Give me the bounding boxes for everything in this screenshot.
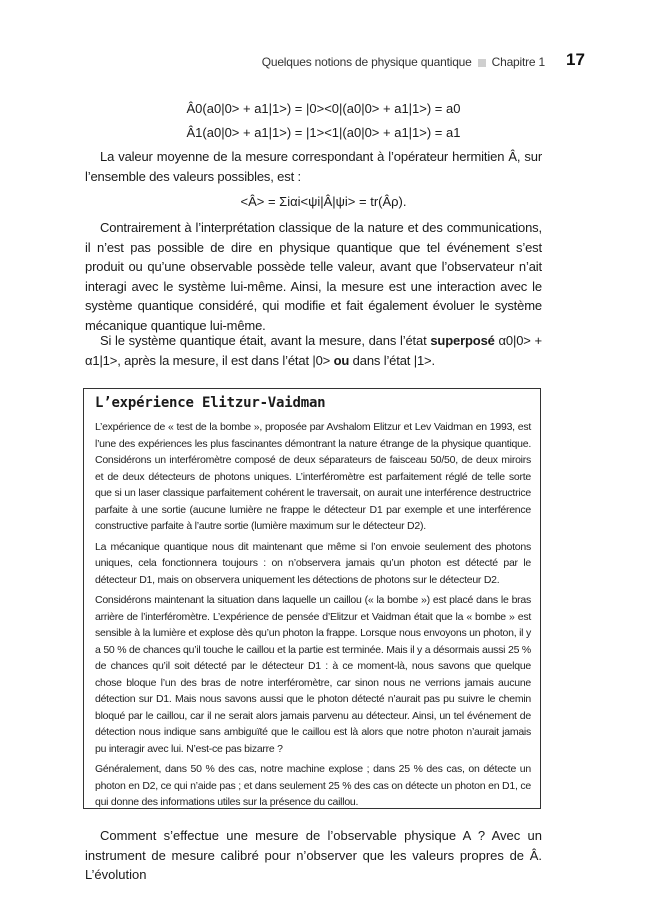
paragraph-2: Contrairement à l’interprétation classique de la nature et des communications, il n’est pas possible de dire en physique quantique que tel événement s’est produit ou qu’une observable possède telle valeur, avant que l’observateur n’ait interagi avec le système lui-même. Ainsi, la mesure est une interaction avec le système quantique considéré, qui modifie et fait également évoluer le système mécanique quantique lui-même. [85, 220, 542, 333]
sidebar-box [83, 388, 541, 809]
equation-1: Â0(a0|0> + a1|1>) = |0><0|(a0|0> + a1|1>) = a0 [186, 101, 461, 116]
paragraph-1: La valeur moyenne de la mesure correspondant à l’opérateur hermitien Â, sur l’ensemble des valeurs possibles, est : [85, 149, 542, 184]
running-title: Quelques notions de physique quantique [261, 55, 472, 69]
box-paragraph-1: L’expérience de « test de la bombe », proposée par Avshalom Elitzur et Lev Vaidman en 1993, est l’une des expériences les plus fascinantes démontrant la nature étrange de la physique quantique. Considérons un interféromètre composé de deux séparateurs de faisceau 50/50, de deux miroirs et de deux détecteurs de photons uniques. L’interféromètre est parfaitement réglé de telle sorte que si un laser classique parfaitement cohérent le traversait, on aurait une interférence destructrice parfaite à une sortie (aucune lumière ne frappe le détecteur D1 par exemple et une interférence constructive parfaite à l’autre sortie (lumière maximum sur le détecteur D2). [95, 421, 531, 532]
p3-bold-ou: ou [333, 352, 350, 368]
paragraph-1-block [85, 147, 542, 186]
running-header [0, 55, 545, 69]
box-body [95, 419, 531, 815]
p3-bold-superpose: superposé [430, 333, 495, 348]
equation-3: <Â> = Σiαi<ψi|Â|ψi> = tr(Âρ). [240, 194, 407, 209]
box-paragraph-3: Considérons maintenant la situation dans laquelle un caillou (« la bombe ») est placé dans le bras arrière de l’interféromètre. L’expérience de pensée d’Elitzur et Vaidman était que la « bombe » est sensible à la lumière et explose dès qu’un photon la frappe. Lorsque nous envoyons un photon, il y a 50 % de chances qu’il touche le caillou et la partie est terminée. Mais il y a désormais aussi 25 % de chances qu’il soit détecté par le détecteur D1 : à ce moment-là, nous savons que quelque chose bloque l’un des bras de notre interféromètre, car sinon nous ne verrions jamais aucune détection sur D1. Mais nous savons aussi que le photon détecté n’aurait pas pu suivre le chemin bloqué par le caillou, car il ne serait alors jamais parvenu au détecteur. Ainsi, un tel événement de détection nous indique sans ambiguïté que le caillou est là alors que notre photon n’aurait jamais pu interagir avec lui. N’est-ce pas bizarre ? [95, 594, 531, 755]
chapter-label: Chapitre 1 [491, 55, 545, 69]
box-paragraph-2: La mécanique quantique nous dit maintenant que même si l’on envoie seulement des photons uniques, cela fonctionnera toujours : on n’observera jamais qu’un photon est détecté par le détecteur D1, mais on observera uniquement les détections de photons sur le détecteur D2. [95, 540, 531, 586]
paragraph-3-block [85, 331, 542, 370]
box-title: L’expérience Elitzur-Vaidman [95, 395, 326, 411]
p3-text-3: dans l’état |1>. [352, 352, 435, 368]
equation-2: Â1(a0|0> + a1|1>) = |1><1|(a0|0> + a1|1>) = a1 [186, 125, 461, 140]
paragraph-3 [85, 331, 542, 370]
separator-square [478, 59, 486, 67]
p3-text-2: α0|0> + α1|1>, après la mesure, il est dans l’état |0> [85, 333, 542, 368]
page-number: 17 [566, 50, 585, 69]
final-paragraph: Comment s’effectue une mesure de l’observable physique A ? Avec un instrument de mesure calibré pour n’observer que les valeurs propres de Â. L’évolution [85, 828, 542, 883]
p3-text-1: Si le système quantique était, avant la mesure, dans l’état [100, 333, 427, 348]
paragraph-2-block [85, 218, 542, 336]
final-paragraph-block [85, 826, 542, 885]
box-paragraph-4: Généralement, dans 50 % des cas, notre machine explose ; dans 25 % des cas, on détecte un photon en D2, ce qui n’aide pas ; et dans seulement 25 % des cas on détecte un photon en D1, ce qui donne des informations utiles sur la présence du caillou. [95, 763, 531, 808]
